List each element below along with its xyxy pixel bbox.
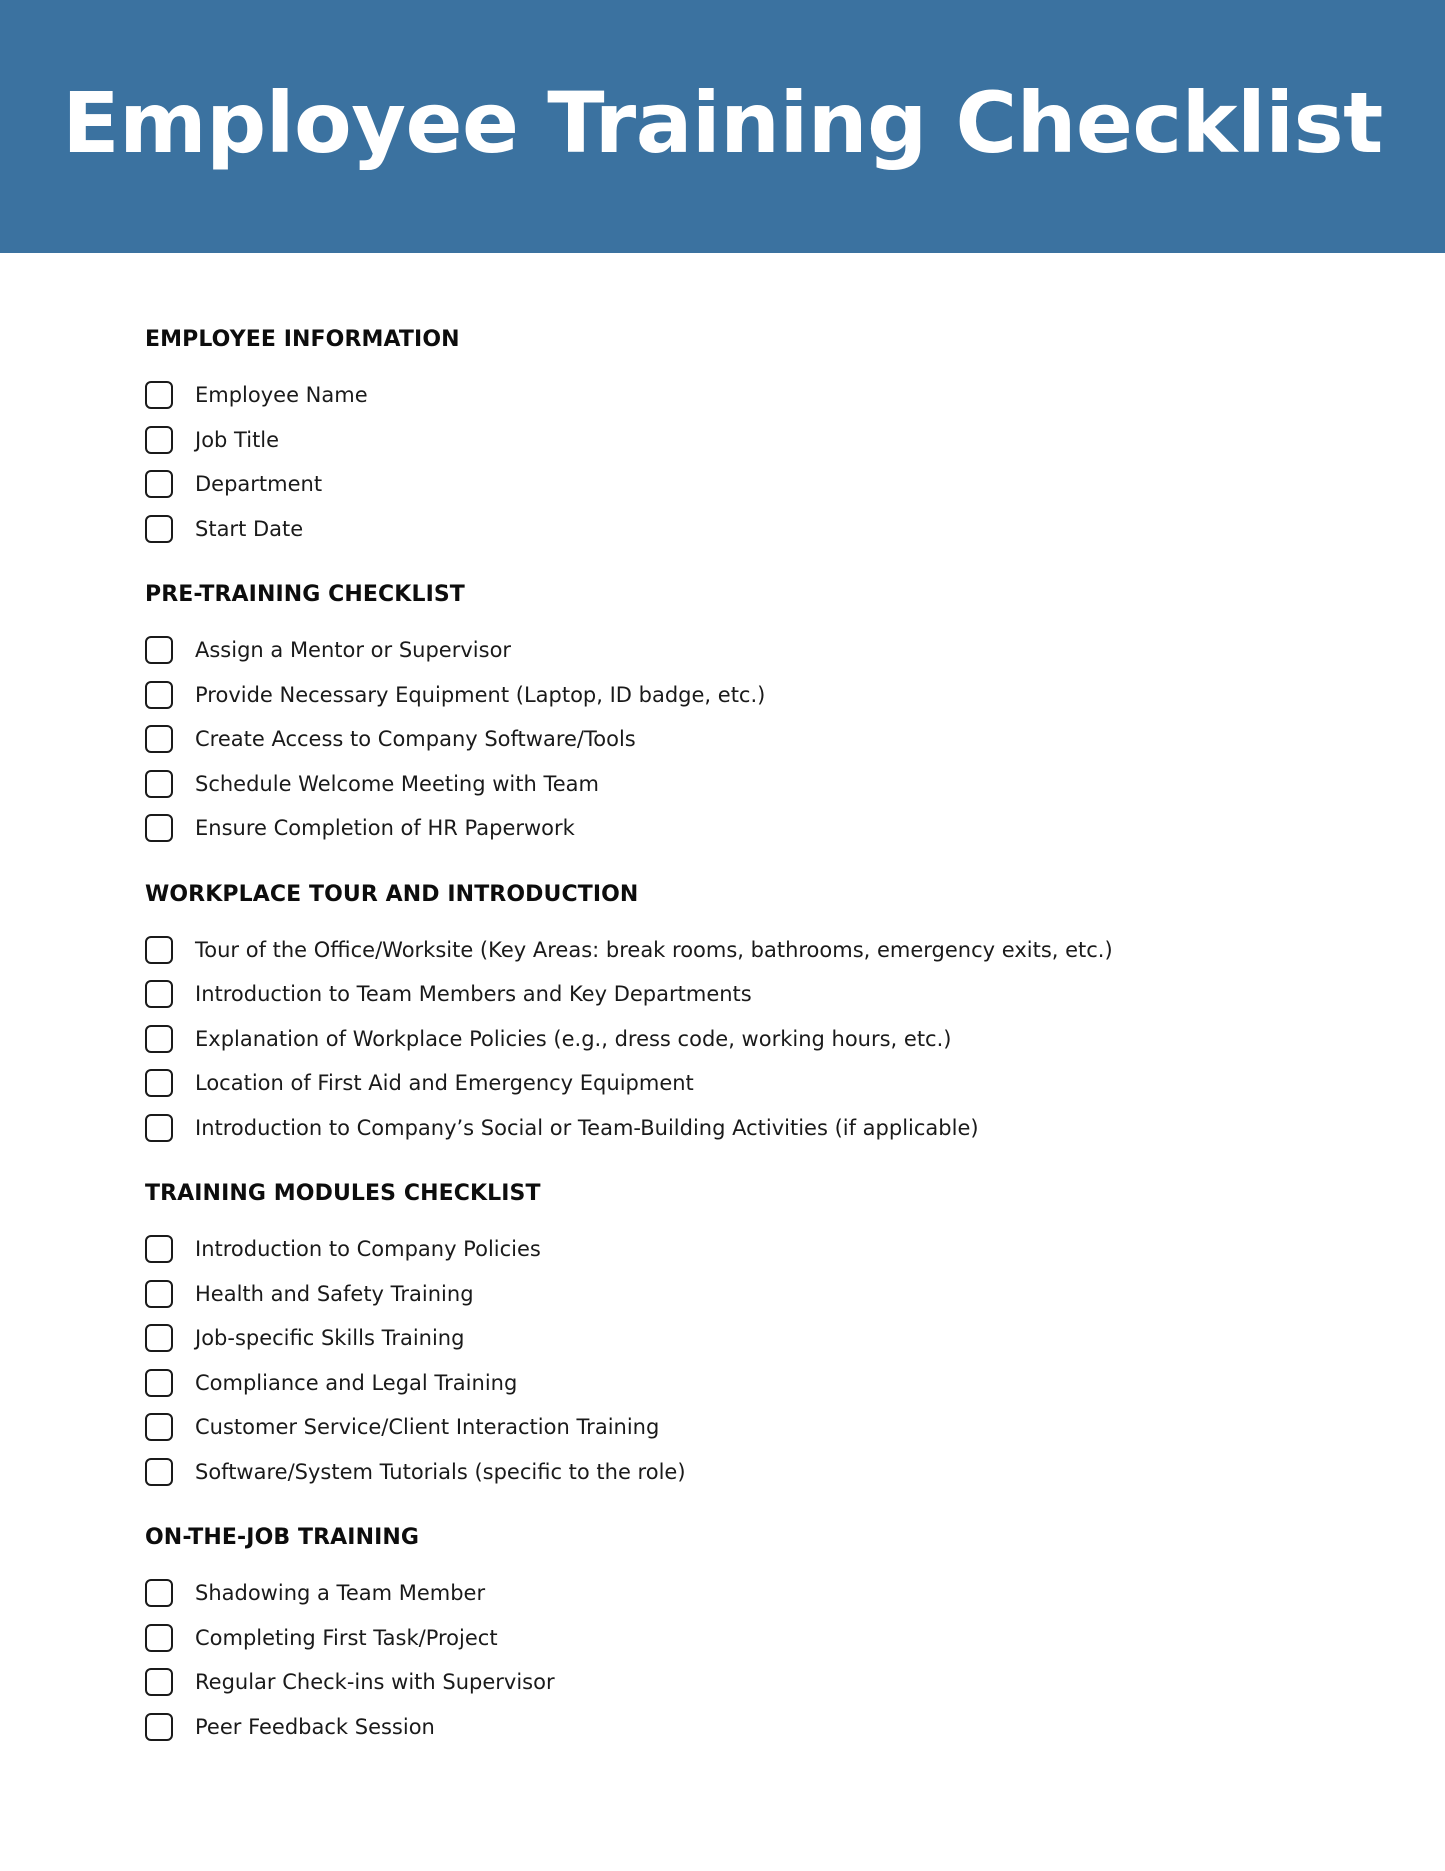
checkbox[interactable] — [145, 1413, 173, 1441]
checkbox[interactable] — [145, 936, 173, 964]
section-title: TRAINING MODULES CHECKLIST — [145, 1181, 541, 1206]
section-title: PRE-TRAINING CHECKLIST — [145, 582, 465, 607]
checkbox[interactable] — [145, 1069, 173, 1097]
checkbox[interactable] — [145, 1624, 173, 1652]
checkbox[interactable] — [145, 636, 173, 664]
checklist-item-assign-mentor — [145, 628, 1345, 673]
checkbox[interactable] — [145, 1025, 173, 1053]
checklist-item-social-activities — [145, 1106, 1345, 1151]
checkbox[interactable] — [145, 1713, 173, 1741]
checklist-item-hr-paperwork — [145, 806, 1345, 851]
checklist — [145, 628, 1345, 851]
checklist-item-label: Tour of the Office/Worksite (Key Areas: break rooms, bathrooms, emergency exits, etc.) — [195, 937, 1113, 962]
checkbox[interactable] — [145, 515, 173, 543]
checkbox[interactable] — [145, 426, 173, 454]
checklist-content — [145, 322, 1345, 1749]
section-workplace-tour — [145, 877, 1345, 1151]
checkbox[interactable] — [145, 980, 173, 1008]
section-title: EMPLOYEE INFORMATION — [145, 327, 460, 352]
checkbox[interactable] — [145, 1235, 173, 1263]
checklist-item-label: Explanation of Workplace Policies (e.g., dress code, working hours, etc.) — [195, 1026, 952, 1051]
checklist-item-employee-name — [145, 373, 1345, 418]
checklist-item-label: Create Access to Company Software/Tools — [195, 727, 636, 752]
section-title: WORKPLACE TOUR AND INTRODUCTION — [145, 881, 639, 907]
checklist-item-label: Introduction to Company’s Social or Team-Building Activities (if applicable) — [195, 1115, 979, 1140]
checklist-item-label: Regular Check-ins with Supervisor — [195, 1670, 555, 1695]
checkbox[interactable] — [145, 770, 173, 798]
checklist-item-workplace-policies — [145, 1017, 1345, 1062]
checklist-item-provide-equipment — [145, 673, 1345, 718]
checkbox[interactable] — [145, 381, 173, 409]
checkbox[interactable] — [145, 470, 173, 498]
checklist-item-software-tutorials — [145, 1450, 1345, 1495]
checklist — [145, 1571, 1345, 1749]
checklist-item-label: Start Date — [195, 516, 304, 541]
section-training-modules — [145, 1176, 1345, 1494]
page-title: Employee Training Checklist — [62, 73, 1383, 172]
checklist-item-welcome-meeting — [145, 762, 1345, 807]
checkbox[interactable] — [145, 1324, 173, 1352]
section-pre-training-checklist — [145, 577, 1345, 851]
checklist-item-label: Compliance and Legal Training — [195, 1370, 518, 1395]
section-on-the-job-training — [145, 1520, 1345, 1749]
checklist-item-start-date — [145, 507, 1345, 552]
checklist-item-label: Employee Name — [195, 383, 368, 408]
checklist — [145, 373, 1345, 551]
checkbox[interactable] — [145, 1114, 173, 1142]
checklist-item-first-task — [145, 1616, 1345, 1661]
checklist-item-label: Introduction to Company Policies — [195, 1237, 541, 1262]
checklist-item-company-policies — [145, 1227, 1345, 1272]
checklist-item-label: Health and Safety Training — [195, 1281, 474, 1306]
checklist-item-label: Department — [195, 472, 323, 497]
checklist-item-health-safety — [145, 1272, 1345, 1317]
checklist-item-label: Shadowing a Team Member — [195, 1581, 486, 1606]
checklist-item-customer-service — [145, 1405, 1345, 1450]
checklist-item-label: Assign a Mentor or Supervisor — [195, 638, 512, 663]
page-header — [0, 0, 1445, 253]
checklist-item-first-aid — [145, 1061, 1345, 1106]
checklist-item-label: Customer Service/Client Interaction Training — [195, 1415, 660, 1440]
checklist-item-label: Provide Necessary Equipment (Laptop, ID badge, etc.) — [195, 682, 766, 707]
checklist-item-job-skills — [145, 1316, 1345, 1361]
checklist-item-job-title — [145, 418, 1345, 463]
checklist-item-compliance-legal — [145, 1361, 1345, 1406]
checklist-item-label: Schedule Welcome Meeting with Team — [195, 771, 599, 796]
checklist-item-label: Software/System Tutorials (specific to the role) — [195, 1459, 686, 1484]
checklist-item-create-access — [145, 717, 1345, 762]
checkbox[interactable] — [145, 1579, 173, 1607]
checklist-item-label: Location of First Aid and Emergency Equipment — [195, 1071, 694, 1096]
checklist-item-department — [145, 462, 1345, 507]
checklist-item-label: Peer Feedback Session — [195, 1714, 435, 1739]
checkbox[interactable] — [145, 1668, 173, 1696]
section-title: ON-THE-JOB TRAINING — [145, 1525, 420, 1550]
checklist-item-label: Completing First Task/Project — [195, 1625, 498, 1650]
checklist-item-label: Introduction to Team Members and Key Departments — [195, 982, 752, 1007]
checklist-item-label: Ensure Completion of HR Paperwork — [195, 816, 575, 841]
checklist-item-label: Job-specific Skills Training — [195, 1326, 465, 1351]
checkbox[interactable] — [145, 814, 173, 842]
checklist — [145, 1227, 1345, 1494]
checklist-item-label: Job Title — [195, 427, 280, 452]
checkbox[interactable] — [145, 725, 173, 753]
checkbox[interactable] — [145, 1369, 173, 1397]
checklist-item-shadowing — [145, 1571, 1345, 1616]
checklist-item-peer-feedback — [145, 1705, 1345, 1750]
checkbox[interactable] — [145, 1280, 173, 1308]
checklist-item-office-tour — [145, 928, 1345, 973]
checkbox[interactable] — [145, 681, 173, 709]
checklist-item-team-introduction — [145, 972, 1345, 1017]
checklist-item-check-ins — [145, 1660, 1345, 1705]
checkbox[interactable] — [145, 1458, 173, 1486]
checklist — [145, 928, 1345, 1151]
section-employee-information — [145, 322, 1345, 551]
